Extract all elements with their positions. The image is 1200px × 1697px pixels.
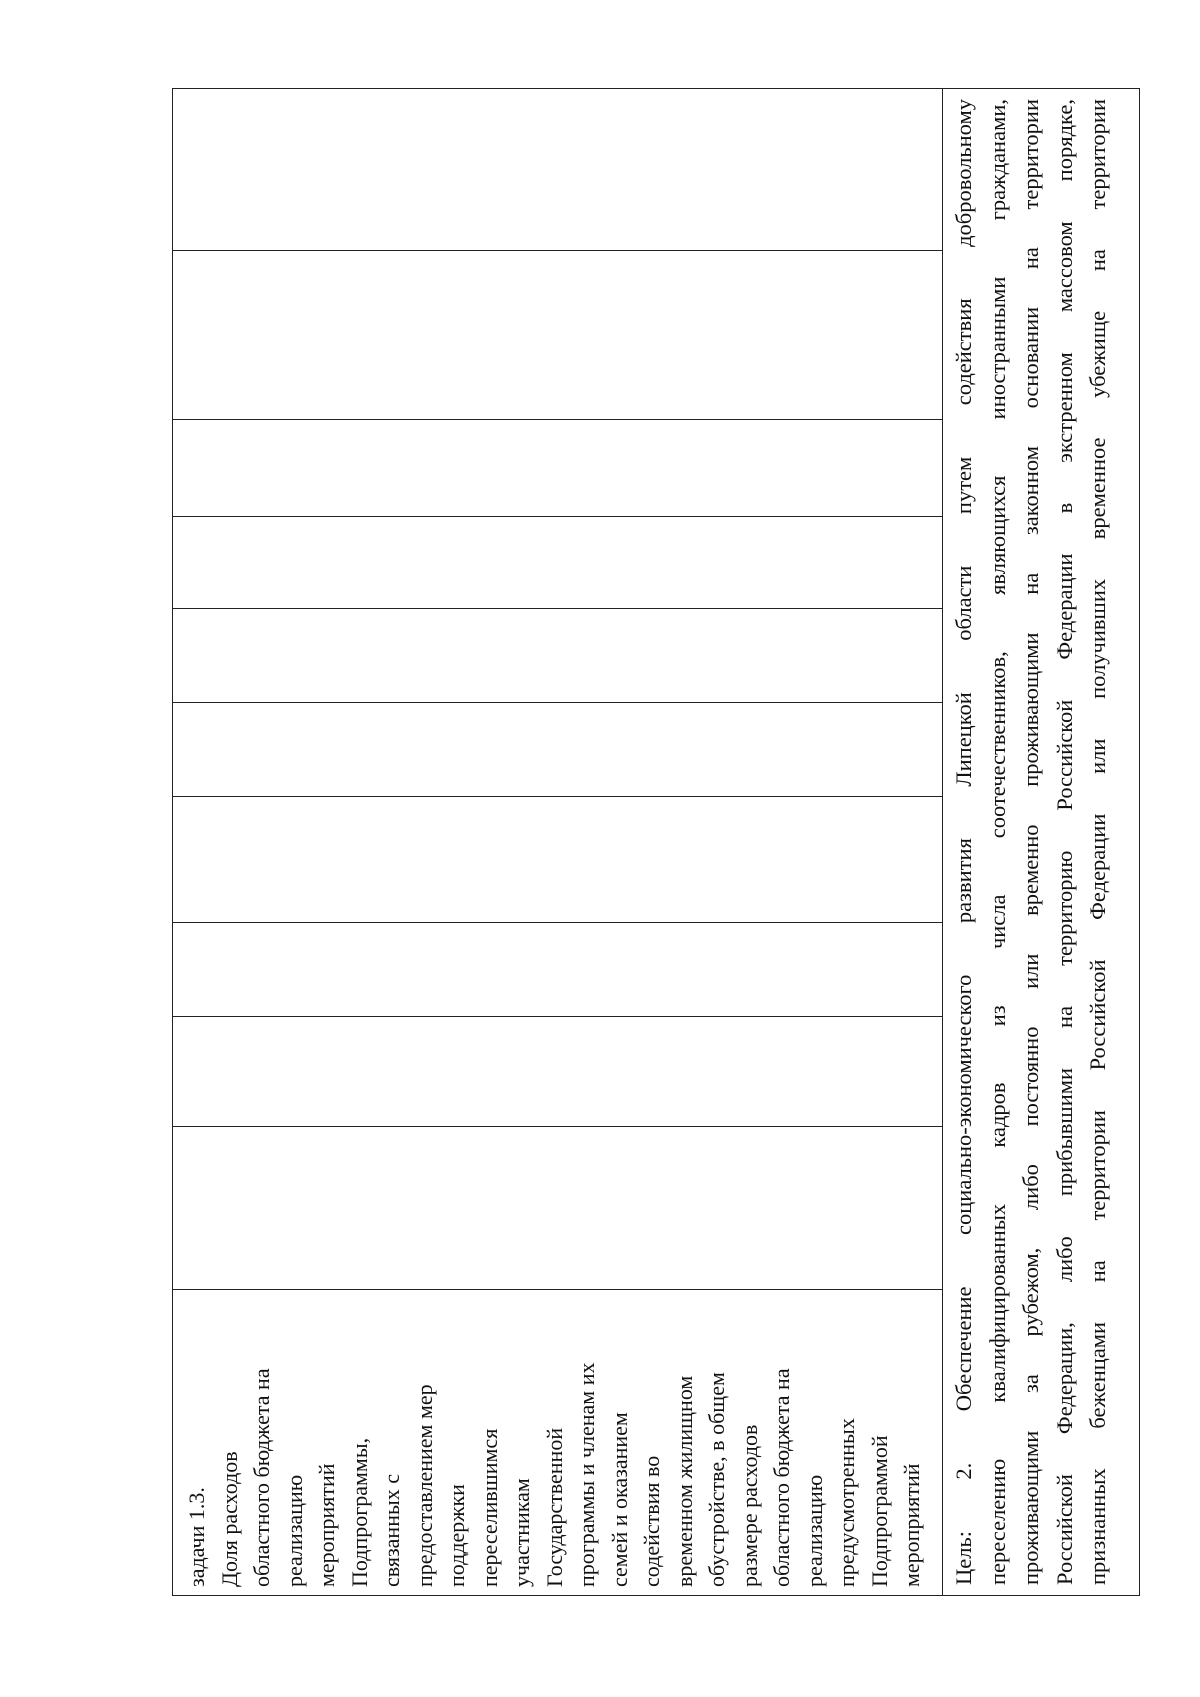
label-line: связанных с (379, 1473, 404, 1587)
goal-row (943, 89, 1141, 1595)
goal-line: проживающими за рубежом, либо постоянно или временно проживающими на законном основании на территории (1018, 99, 1043, 1585)
label-line: временном жилищном (671, 1375, 697, 1587)
column-divider (173, 1289, 942, 1290)
label-line: поддержки (444, 1484, 469, 1587)
label-line: областного бюджета на (769, 1368, 794, 1587)
label-line: размере расходов (736, 1424, 762, 1587)
column-divider (173, 516, 942, 517)
label-line: Подпрограммы, (346, 1437, 372, 1587)
label-line: семей и оказанием (606, 1412, 632, 1587)
label-line: участникам (509, 1478, 534, 1587)
label-line: предоставлением мер (411, 1384, 437, 1587)
label-line: программы и членам их (574, 1362, 599, 1587)
indicator-row (173, 89, 943, 1595)
indicator-table (172, 88, 1140, 1596)
column-divider (173, 1126, 942, 1127)
label-line: задачи 1.3. (184, 1487, 209, 1587)
label-line: Доля расходов (216, 1451, 242, 1587)
label-line: обустройстве, в общем (704, 1372, 729, 1587)
label-line: реализацию (281, 1474, 307, 1587)
goal-line: переселению квалифицированных кадров из числа соотечественников, являющихся иностранными гражданами, (984, 99, 1010, 1585)
column-divider (173, 419, 942, 420)
label-line: мероприятий (314, 1463, 339, 1587)
column-divider (173, 250, 942, 251)
label-line: реализацию (801, 1474, 827, 1587)
label-line: Государственной (541, 1427, 567, 1587)
column-divider (173, 1016, 942, 1017)
label-line: содействия во (639, 1455, 664, 1587)
label-line: областного бюджета на (249, 1368, 274, 1587)
column-divider (173, 922, 942, 923)
label-line: Подпрограммой (866, 1435, 892, 1587)
label-line: переселившимся (476, 1428, 502, 1587)
goal-line: признанных беженцами на территории Российской Федерации или получивших временное убежище на территории (1085, 99, 1110, 1585)
goal-text (947, 99, 1115, 1585)
goal-line: Российской Федерации, либо прибывшими на территорию Российской Федерации в экстренном массовом порядке, (1051, 99, 1077, 1585)
column-divider (173, 796, 942, 797)
label-line: предусмотренных (834, 1418, 859, 1587)
goal-line: Цель: 2. Обеспечение социально-экономического развития Липецкой области путем содействия добровольному (951, 99, 976, 1585)
rotated-page (172, 88, 1140, 1596)
indicator-label-cell (181, 1297, 929, 1587)
column-divider (173, 702, 942, 703)
column-divider (173, 608, 942, 609)
label-line: мероприятий (899, 1463, 924, 1587)
